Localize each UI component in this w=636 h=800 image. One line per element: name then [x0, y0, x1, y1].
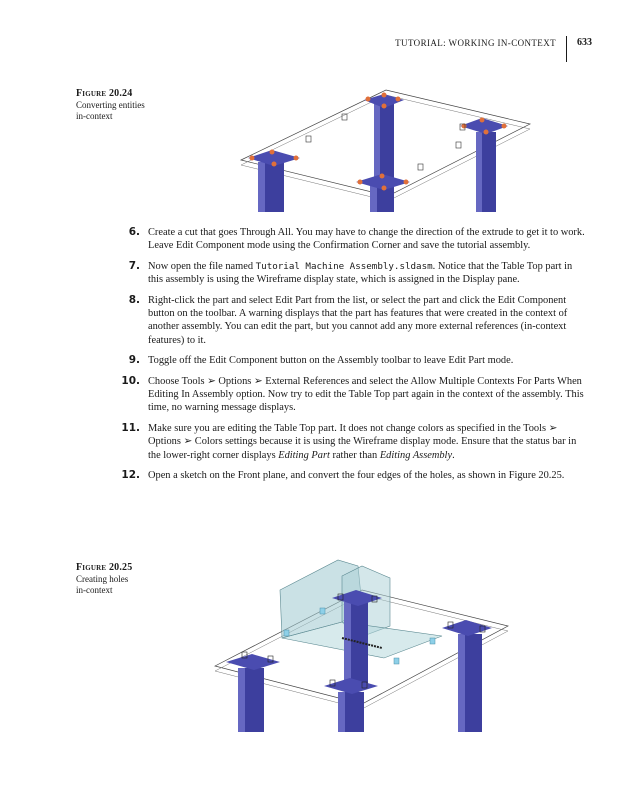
running-title: TUTORIAL: WORKING IN-CONTEXT: [395, 38, 556, 48]
step-number: 8.: [128, 293, 140, 306]
figure-20-24-image: [238, 84, 538, 212]
step-number: 6.: [128, 226, 140, 238]
step-text: . Notice that the Table Top part in this assembly is using the Wireframe display state, which is assigned in the Display pane.: [148, 260, 573, 286]
figure-caption-line: Creating holes: [76, 573, 129, 584]
step-item: [118, 469, 588, 482]
figure-caption-line: in-context: [76, 585, 113, 595]
file-name: Tutorial Machine Assembly.sldasm: [255, 260, 433, 272]
step-number: 12.: [121, 469, 140, 482]
status-text: Editing Part: [278, 449, 330, 461]
step-item: [118, 354, 588, 367]
step-number: 10.: [121, 374, 140, 387]
table-leg: [248, 150, 300, 212]
figure-caption-line: in-context: [76, 111, 113, 121]
step-number: 7.: [128, 259, 140, 272]
figure-caption-line: Converting entities: [76, 99, 145, 110]
step-text: Right-click the part and select Edit Part from the list, or select the part and click the Edit Component button on the toolbar. A warning displays that the part has features that were created in the context of another assembly. You can edit the part, but you cannot add any more external references (in-context features) to it.: [148, 294, 568, 346]
status-text: Editing Assembly: [379, 449, 453, 461]
step-item: [118, 260, 588, 287]
page-header: [395, 36, 592, 58]
table-leg: [442, 620, 492, 732]
step-text: Toggle off the Edit Component button on the Assembly toolbar to leave Edit Part mode.: [148, 355, 514, 367]
step-text: Open a sketch on the Front plane, and convert the four edges of the holes, as shown in Figure 20.25.: [148, 470, 565, 482]
step-text: Create a cut that goes Through All. You may have to change the direction of the extrude to get it to work. Leave Edit Component mode using the Confirmation Corner and save the tutorial assembly.: [148, 227, 585, 252]
header-divider: [566, 36, 567, 62]
step-text: Choose Tools ➢ Options ➢ External References and select the Allow Multiple Contexts For Parts When Editing In Assembly option. Now try to edit the Table Top part again in the context of the assembly. This time, no warning message displays.: [148, 375, 584, 414]
figure-caption-2: [76, 562, 176, 597]
figure-label: Figure 20.25: [76, 562, 133, 573]
figure-label: Figure 20.24: [76, 88, 133, 99]
step-text: rather than: [329, 449, 380, 461]
step-text: Now open the file named: [148, 260, 256, 272]
step-number: 11.: [121, 421, 140, 434]
step-text: Make sure you are editing the Table Top part. It does not change colors as specified in the Tools ➢ Options ➢ Colors settings because it is using the Wireframe display mode. Ensure that the status bar in the lower-right corner displays: [148, 422, 577, 461]
figure-20-25-image: [212, 556, 512, 732]
step-text: .: [452, 449, 455, 461]
step-item: [118, 375, 588, 415]
table-leg: [226, 654, 280, 732]
step-item: [118, 226, 588, 253]
step-item: [118, 422, 588, 462]
table-leg: [356, 174, 410, 212]
step-item: [118, 294, 588, 348]
step-number: 9.: [128, 354, 140, 367]
figure-caption-1: [76, 88, 176, 123]
tutorial-steps: [118, 226, 588, 490]
page-number: 633: [577, 37, 592, 48]
